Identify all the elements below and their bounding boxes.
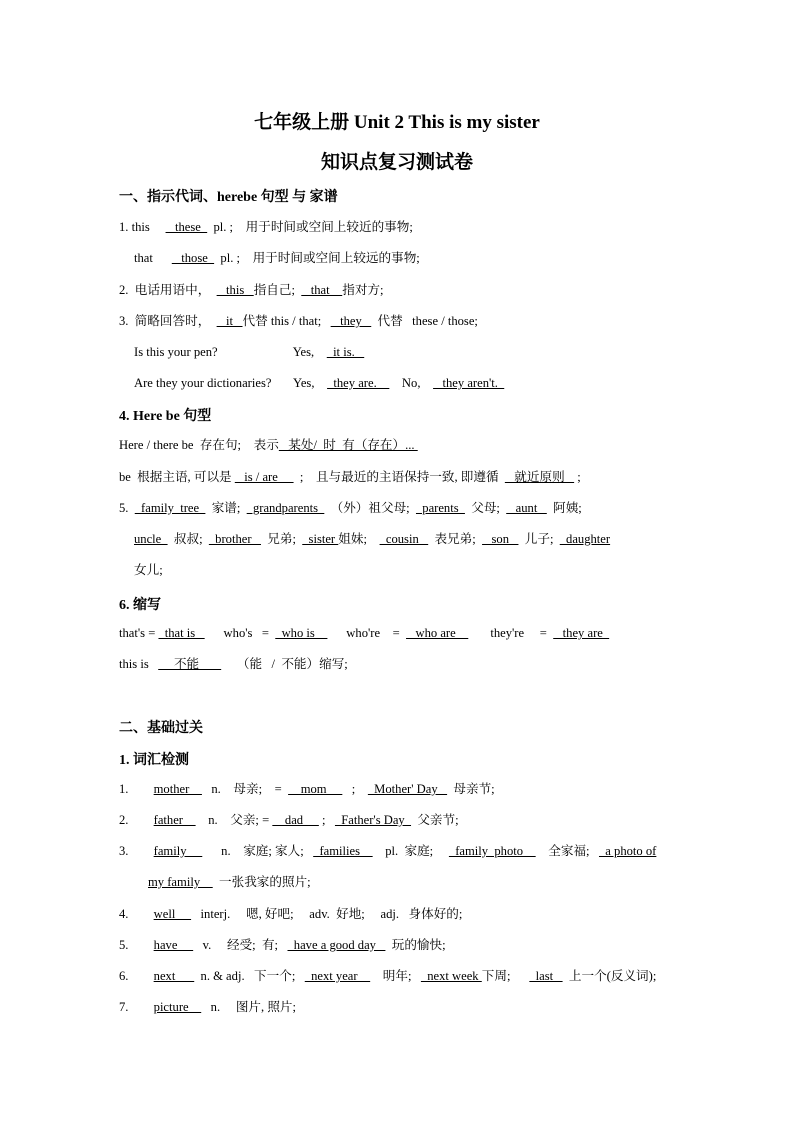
line-text: （外）祖父母; — [324, 501, 416, 515]
vocab-item-family-cont — [148, 874, 311, 890]
line-text: be 根据主语, 可以是 — [119, 470, 235, 484]
line-text: 3. 简略回答时， — [119, 314, 217, 328]
line-no-contraction — [119, 656, 348, 672]
answer-blank: have a good day — [287, 938, 386, 952]
line-text: n. 家庭; 家人; — [202, 844, 314, 858]
answer-blank: Father's Day — [334, 813, 412, 827]
line-phone-usage — [119, 282, 384, 298]
answer-blank: picture — [153, 1000, 202, 1014]
line-text: who're = — [327, 626, 407, 640]
answer-blank: mother — [153, 782, 202, 796]
line-family-tree-3 — [134, 562, 163, 578]
document-title: 七年级上册 Unit 2 This is my sister — [254, 112, 540, 133]
answer-blank: mom — [288, 782, 343, 796]
answer-blank: this — [216, 283, 254, 297]
line-text: ; — [574, 470, 581, 484]
answer-blank: that — [301, 283, 343, 297]
line-text: No, — [389, 376, 434, 390]
line-example-dictionaries — [134, 375, 504, 391]
answer-blank: 就近原则 — [504, 470, 575, 484]
line-demonstrative-that — [134, 250, 420, 266]
answer-blank: next week — [420, 969, 482, 983]
line-text: 玩的愉快; — [385, 938, 446, 952]
answer-blank: daughter — [559, 532, 611, 546]
line-text: 7. — [119, 1000, 154, 1014]
answer-blank: it — [216, 314, 243, 328]
answer-blank: family — [153, 844, 203, 858]
line-text: 家谱; — [205, 501, 247, 515]
line-text: this is — [119, 657, 159, 671]
answer-blank: last — [529, 969, 563, 983]
answer-blank: aunt — [506, 501, 547, 515]
line-text: v. 经受; 有; — [193, 938, 288, 952]
answer-blank: that is — [158, 626, 205, 640]
line-text: 父亲节; — [411, 813, 459, 827]
answer-blank: who is — [275, 626, 328, 640]
answer-blank: family photo — [448, 844, 536, 858]
line-text: 表兄弟; — [428, 532, 483, 546]
line-text: 代替 these / those; — [371, 314, 478, 328]
answer-blank: uncle — [134, 532, 168, 546]
answer-blank: these — [165, 220, 208, 234]
line-short-answer — [119, 313, 478, 329]
line-be-agreement — [119, 469, 581, 485]
line-text: n. 父亲; = — [195, 813, 273, 827]
line-text: 指自己; — [253, 283, 302, 297]
line-text: 2. 电话用语中， — [119, 283, 217, 297]
line-family-tree-1 — [119, 500, 582, 516]
vocab-item-well — [119, 906, 462, 922]
line-demonstrative-this — [119, 219, 413, 235]
line-text: 阿姨; — [546, 501, 582, 515]
vocab-item-father — [119, 812, 459, 828]
line-text: they're = — [468, 626, 554, 640]
subheading-here-be: 4. Here be 句型 — [119, 409, 212, 424]
line-text: Here / there be 存在句; 表示 — [119, 438, 279, 452]
line-example-pen — [134, 344, 364, 360]
answer-blank: those — [171, 251, 215, 265]
line-text: pl. ; 用于时间或空间上较近的事物; — [207, 220, 413, 234]
line-text: Is this your pen? Yes, — [134, 345, 327, 359]
line-contractions — [119, 625, 609, 641]
line-text: ; — [342, 782, 368, 796]
line-text: 全家福; — [535, 844, 599, 858]
answer-blank: who are — [406, 626, 469, 640]
answer-blank: parents — [415, 501, 465, 515]
line-text: 父母; — [464, 501, 507, 515]
line-text: 女儿; — [134, 563, 163, 577]
line-text: 1. — [119, 782, 154, 796]
answer-blank: it is. — [326, 345, 365, 359]
answer-blank: 某处/ 时 有（存在）... — [278, 438, 418, 452]
answer-blank: have — [153, 938, 194, 952]
answer-blank: son — [482, 532, 519, 546]
line-text: 一张我家的照片; — [212, 875, 311, 889]
line-text: n. & adj. 下一个; — [194, 969, 305, 983]
line-text: pl. 家庭; — [372, 844, 449, 858]
line-family-tree-2 — [134, 531, 610, 547]
document-subtitle: 知识点复习测试卷 — [320, 152, 473, 173]
line-text: 指对方; — [342, 283, 384, 297]
line-text: ; 且与最近的主语保持一致, 即遵循 — [293, 470, 505, 484]
answer-blank: dad — [272, 813, 319, 827]
line-text: 兄弟; — [260, 532, 303, 546]
line-text: 1. this — [119, 220, 166, 234]
line-text: 叔叔; — [167, 532, 209, 546]
line-text: n. 图片, 照片; — [201, 1000, 297, 1014]
line-text: 6. — [119, 969, 154, 983]
vocab-item-mother — [119, 781, 495, 797]
answer-blank: families — [313, 844, 373, 858]
answer-blank: cousin — [379, 532, 429, 546]
answer-blank: Mother' Day — [367, 782, 448, 796]
vocab-item-have — [119, 937, 446, 953]
vocab-item-family — [119, 843, 656, 859]
line-text: 3. — [119, 844, 154, 858]
line-text: 母亲节; — [447, 782, 495, 796]
vocab-item-picture — [119, 999, 296, 1015]
line-text: （能 / 不能）缩写; — [221, 657, 348, 671]
line-text: Are they your dictionaries? Yes, — [134, 376, 328, 390]
subheading-contractions: 6. 缩写 — [119, 598, 161, 613]
line-text: 5. — [119, 938, 154, 952]
answer-blank: grandparents — [246, 501, 325, 515]
line-text: who's = — [204, 626, 276, 640]
line-text: n. 母亲; = — [201, 782, 289, 796]
answer-blank: a photo of — [598, 844, 657, 858]
line-text: 下周; — [481, 969, 530, 983]
answer-blank: well — [153, 907, 192, 921]
answer-blank: next — [153, 969, 195, 983]
answer-blank: 不能 — [158, 657, 222, 671]
line-text: 上一个(反义词); — [562, 969, 657, 983]
line-text: 4. — [119, 907, 154, 921]
line-text: 姐妹; — [338, 532, 380, 546]
line-text: 5. — [119, 501, 135, 515]
line-text: ; — [318, 813, 335, 827]
line-here-be-meaning — [119, 437, 418, 453]
answer-blank: is / are — [234, 470, 294, 484]
answer-blank: they — [330, 314, 372, 328]
answer-blank: brother — [208, 532, 261, 546]
line-text: 明年; — [370, 969, 421, 983]
answer-blank: father — [153, 813, 196, 827]
answer-blank: family tree — [134, 501, 206, 515]
subheading-vocabulary: 1. 词汇检测 — [119, 753, 189, 768]
line-text: that's = — [119, 626, 159, 640]
answer-blank: they are. — [327, 376, 390, 390]
answer-blank: they are — [553, 626, 610, 640]
line-text: pl. ; 用于时间或空间上较远的事物; — [214, 251, 420, 265]
line-text: 2. — [119, 813, 154, 827]
line-text: that — [134, 251, 172, 265]
answer-blank: next year — [304, 969, 371, 983]
line-text: 代替 this / that; — [242, 314, 331, 328]
line-text: 儿子; — [518, 532, 560, 546]
line-text: interj. 嗯, 好吧; adv. 好地; adj. 身体好的; — [191, 907, 463, 921]
vocab-item-next — [119, 968, 656, 984]
answer-blank: they aren't. — [433, 376, 505, 390]
answer-blank: sister — [302, 532, 339, 546]
section-heading-1: 一、指示代词、herebe 句型 与 家谱 — [119, 190, 338, 205]
answer-blank: my family — [148, 875, 213, 889]
section-heading-2: 二、基础过关 — [119, 721, 203, 736]
